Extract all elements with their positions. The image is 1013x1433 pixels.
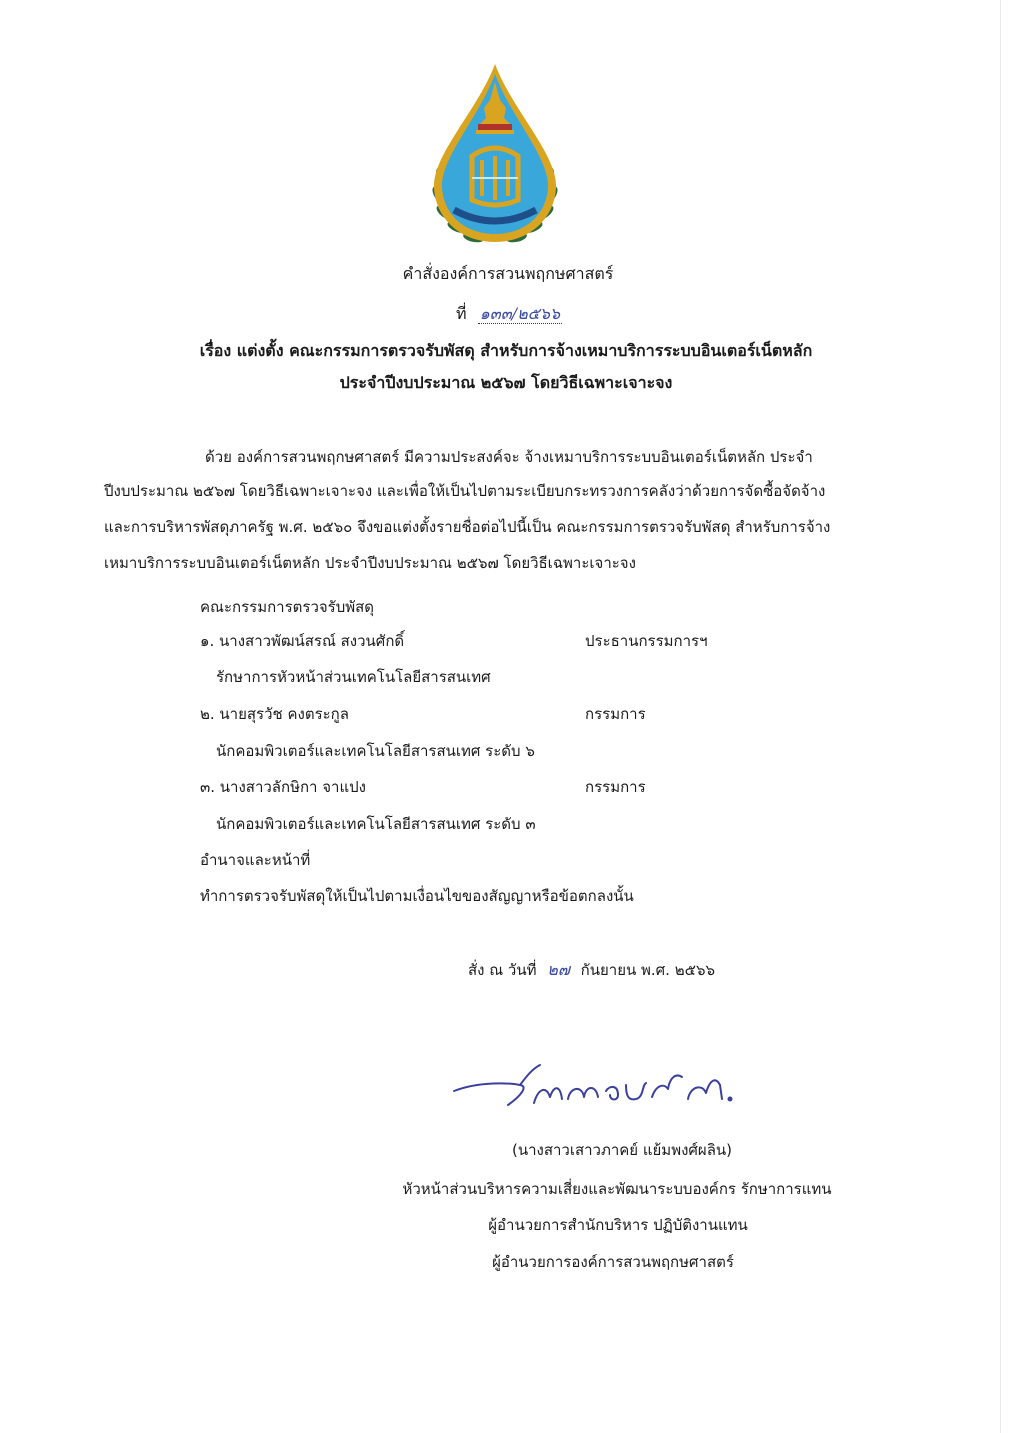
body-paragraph-line-4: เหมาบริการระบบอินเตอร์เน็ตหลัก ประจำปีงบประมาณ ๒๕๖๗ โดยวิธีเฉพาะเจาะจง xyxy=(104,554,636,572)
order-date-day: ๒๗ xyxy=(547,960,570,979)
duty-heading: อำนาจและหน้าที่ xyxy=(200,851,311,869)
order-date-prefix: สั่ง ณ วันที่ xyxy=(468,961,537,979)
signatory-position-line-2: ผู้อำนวยการสำนักบริหาร ปฏิบัติงานแทน xyxy=(488,1216,748,1234)
scan-edge-line xyxy=(1000,0,1001,1433)
order-number xyxy=(456,304,562,324)
body-paragraph-line-3: และการบริหารพัสดุภาครัฐ พ.ศ. ๒๕๖๐ จึงขอแต่งตั้งรายชื่อต่อไปนี้เป็น คณะกรรมการตรวจรับพัสดุ สำหรับการจ้าง xyxy=(104,518,831,536)
member-3-name: ๓. นางสาวลักษิกา จาแปง xyxy=(200,778,366,796)
member-1-role: ประธานกรรมการฯ xyxy=(585,632,708,650)
member-2-name: ๒. นายสุรวัช คงตระกูล xyxy=(200,705,349,723)
subject-line-1: เรื่อง แต่งตั้ง คณะกรรมการตรวจรับพัสดุ สำหรับการจ้างเหมาบริการระบบอินเตอร์เน็ตหลัก xyxy=(199,341,813,360)
order-date-suffix: กันยายน พ.ศ. ๒๕๖๖ xyxy=(580,961,715,979)
organization-seal-logo xyxy=(420,60,570,250)
order-number-label: ที่ xyxy=(456,304,467,323)
committee-heading: คณะกรรมการตรวจรับพัสดุ xyxy=(200,598,375,616)
member-2-role: กรรมการ xyxy=(585,705,646,723)
member-3-title: นักคอมพิวเตอร์และเทคโนโลยีสารสนเทศ ระดับ ๓ xyxy=(216,815,536,833)
order-number-value: ๑๓๓/๒๕๖๖ xyxy=(479,304,561,323)
body-paragraph-line-2: ปีงบประมาณ ๒๕๖๗ โดยวิธีเฉพาะเจาะจง และเพื่อให้เป็นไปตามระเบียบกระทรวงการคลังว่าด้วยการจัดซื้อจัดจ้าง xyxy=(104,482,826,500)
signatory-position-line-3: ผู้อำนวยการองค์การสวนพฤกษศาสตร์ xyxy=(492,1253,734,1271)
signatory-name: (นางสาวเสาวภาคย์ แย้มพงศ์ผลิน) xyxy=(511,1141,733,1159)
order-title: คำสั่งองค์การสวนพฤกษศาสตร์ xyxy=(402,264,614,283)
member-2-title: นักคอมพิวเตอร์และเทคโนโลยีสารสนเทศ ระดับ ๖ xyxy=(216,742,535,760)
signatory-position-line-1: หัวหน้าส่วนบริหารความเสี่ยงและพัฒนาระบบองค์กร รักษาการแทน xyxy=(402,1180,832,1198)
duty-text: ทำการตรวจรับพัสดุให้เป็นไปตามเงื่อนไขของสัญญาหรือข้อตกลงนั้น xyxy=(200,887,634,905)
subject-line-2: ประจำปีงบประมาณ ๒๕๖๗ โดยวิธีเฉพาะเจาะจง xyxy=(339,373,673,392)
member-1-title: รักษาการหัวหน้าส่วนเทคโนโลยีสารสนเทศ xyxy=(216,668,491,686)
member-1-name: ๑. นางสาวพัฒน์สรณ์ สงวนศักดิ์ xyxy=(200,632,405,650)
handwritten-signature xyxy=(450,1055,770,1125)
member-3-role: กรรมการ xyxy=(585,778,646,796)
order-date xyxy=(468,960,715,980)
body-paragraph-line-1: ด้วย องค์การสวนพฤกษศาสตร์ มีความประสงค์จะ จ้างเหมาบริการระบบอินเตอร์เน็ตหลัก ประจำ xyxy=(205,448,813,466)
